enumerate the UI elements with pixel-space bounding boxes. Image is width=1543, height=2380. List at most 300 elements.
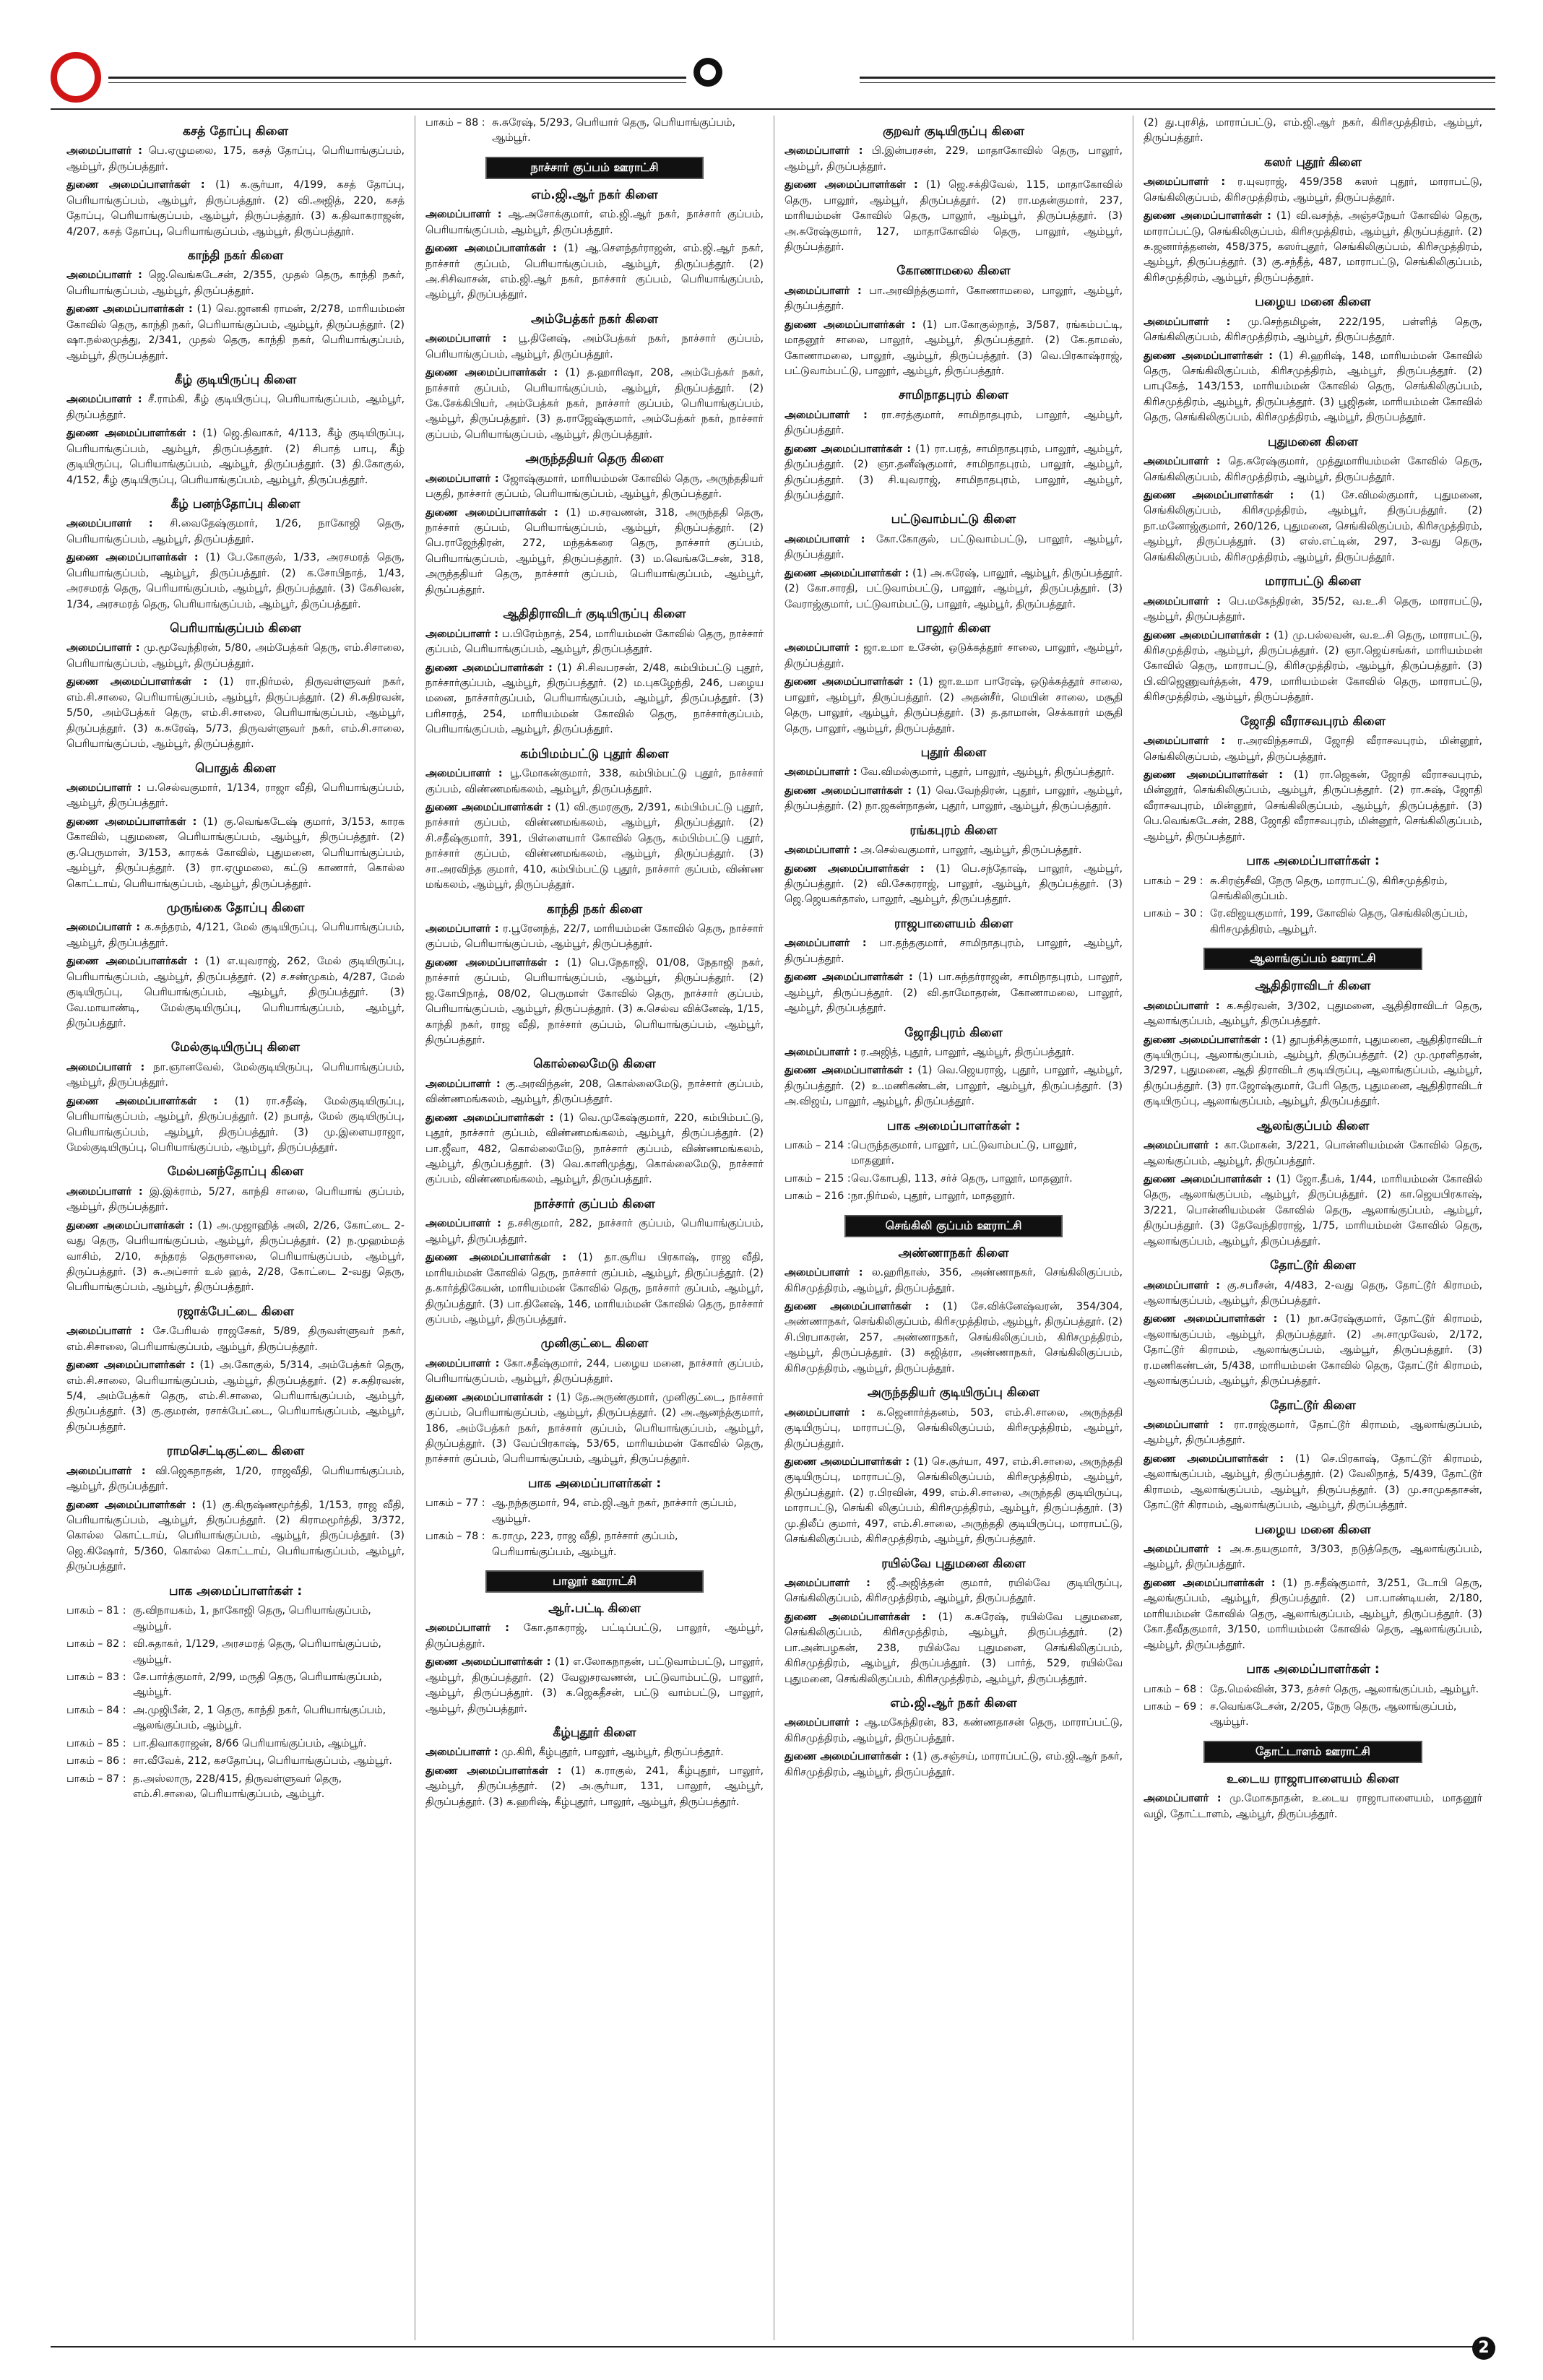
role-label: துணை அமைப்பாளர்கள் : <box>785 676 913 688</box>
entry-text: (1) மு.பல்லவன், வ.உ.சி தெரு, மாராபட்டு, கிரிசமுத்திரம், ஆம்பூர், திருப்பத்தூர். (2) ஞா.ஜெய்சங்கர், மாரியம்மன் கோவில் தெரு, மாராபட்டு, கிரிசமுத்திரம், ஆம்பூர், திருப்பத்தூர். (3) பி.விஜெணுவர்த்தன், 479, மாரியம்மன் கோவில் தெரு, மாராபட்டு, கிரிசமுத்திரம், ஆம்பூர், திருப்பத்தூர். <box>1144 629 1482 704</box>
entry-paragraph <box>1144 454 1482 485</box>
booth-organiser: த.அஸ்லாரு, 228/415, திருவள்ளுவர் தெரு, எம்.சி.சாலை, பெரியாங்குப்பம், ஆம்பூர். <box>133 1773 342 1800</box>
entry-paragraph <box>785 970 1123 1016</box>
entry-text: ஜா.உமா உசேன், ஒடுக்கத்தூர் சாலை, பாலூர், ஆம்பூர், திருப்பத்தூர். <box>785 642 1123 670</box>
section-heading: உடைய ராஜாபாளையம் கிளை <box>1227 1771 1399 1786</box>
entry-text: (1) கு.கிருஷ்ணமூர்த்தி, 1/153, ராஜ வீதி, பெரியாங்குப்பம், ஆம்பூர், திருப்பத்தூர். (2) கிராமமூர்த்தி, 3/372, கொல்ல கொட்டாய், பெரியாங்குப்பம், ஆம்பூர், திருப்பத்தூர். (3) ஜெ.கிஷோர், 5/360, கொல்ல கொட்டாய், பெரியாங்குப்பம், ஆம்பூர், திருப்பத்தூர். <box>66 1499 405 1573</box>
booth-entry <box>66 1754 405 1769</box>
booth-entry <box>66 1670 405 1701</box>
booth-entry <box>425 116 764 147</box>
entry-text: (1) வி.குமரகுரு, 2/391, கம்பிம்பட்டு புதூர், நாச்சார் குப்பம், விண்ணமங்கலம், ஆம்பூர், திருப்பத்தூர். (2) சி.சதீஷ்குமார், 391, பிள்ளையார் கோவில் தெரு, கம்பிம்பட்டு புதூர், நாச்சார் குப்பம், விண்ணமங்கலம், ஆம்பூர், திருப்பத்தூர். (3) சா.அரவிந்த குமார், 410, கம்பிம்பட்டு புதூர், நாச்சார் குப்பம், விண்ண மங்கலம், ஆம்பூர், திருப்பத்தூர். <box>425 801 764 891</box>
entry-paragraph <box>425 1216 764 1247</box>
role-label: அமைப்பாளர் : <box>1144 735 1225 748</box>
entry-paragraph <box>785 284 1123 315</box>
entry-paragraph <box>66 268 405 299</box>
role-label: துணை அமைப்பாளர்கள் : <box>785 1751 909 1763</box>
entry-paragraph <box>785 566 1123 613</box>
entry-paragraph <box>425 1621 764 1652</box>
entry-text: (1) எ.லோகநாதன், பட்டுவாம்பட்டு, பாலூர், ஆம்பூர், திருப்பத்தூர். (2) வேலுசரவணன், பட்டுவாம்பட்டு, பாலூர், ஆம்பூர், திருப்பத்தூர். (3) க.ஜெகதீசன், பட்டு வாம்பட்டு, பாலூர், ஆம்பூர், திருப்பத்தூர். <box>425 1656 764 1715</box>
section-heading: பட்டுவாம்பட்டு கிளை <box>891 512 1016 527</box>
entry-text: ர.யுவராஜ், 459/358 கஸர் புதூர், மாராபட்டு, செங்கிலிகுப்பம், கிரிசமுத்திரம், ஆம்பூர், திருப்பத்தூர். <box>1144 176 1483 204</box>
section-heading: ராஜபாளையம் கிளை <box>894 916 1013 931</box>
entry-text: மு.செந்தமிழன், 222/195, பள்ளித் தெரு, செங்கிலிகுப்பம், கிரிசமுத்திரம், ஆம்பூர், திருப்பத்தூர். <box>1144 316 1483 344</box>
entry-text: (1) ரா.ஜெகன், ஜோதி வீராசவபுரம், மின்னூர், செங்கிலிகுப்பம், ஆம்பூர், திருப்பத்தூர். (2) ரா.சுஷ், ஜோதி வீராசவபுரம், மின்னூர், செங்கிலிகுப்பம், ஆம்பூர், திருப்பத்தூர். (3) பெ.வெங்கடேசன், 288, ஜோதி வீராசவபுரம், மின்னூர், செங்கிலிகுப்பம், ஆம்பூர், திருப்பத்தூர். <box>1144 769 1483 843</box>
entry-text: (1) ஜா.உமா பாரேஷ், ஒடுக்கத்தூர் சாலை, பாலூர், ஆம்பூர், திருப்பத்தூர். (2) அதன்சீர், மெயின் சாலை, மசூதி தெரு, பாலூர், ஆம்பூர், திருப்பத்தூர். (3) த.தாமான், செக்காரர் மசூதி தெரு, பாலூர், ஆம்பூர், திருப்பத்தூர். <box>785 676 1123 735</box>
section-heading: கொல்லைமேடு கிளை <box>533 1057 656 1072</box>
section-heading: தோட்டூர் கிளை <box>1270 1398 1356 1413</box>
section-heading: கம்பிமம்பட்டு புதூர் கிளை <box>520 746 669 761</box>
entry-paragraph <box>425 506 764 599</box>
entry-text: நா.ஞானவேல், மேல்குடியிருப்பு, பெரியாங்குப்பம், ஆம்பூர், திருப்பத்தூர். <box>66 1061 405 1089</box>
section-heading: ரயில்வே புதுமனை கிளை <box>881 1556 1026 1571</box>
entry-paragraph <box>425 1745 764 1760</box>
role-label: அமைப்பாளர் : <box>1144 1279 1220 1291</box>
booth-entry <box>66 1637 405 1668</box>
red-circle-logo <box>51 52 101 103</box>
entry-paragraph <box>785 641 1123 672</box>
role-label: துணை அமைப்பாளர்கள் : <box>1144 629 1270 641</box>
booth-number: பாகம் – 29 : <box>1144 875 1203 887</box>
entry-paragraph <box>785 862 1123 908</box>
entry-paragraph <box>1144 1576 1482 1653</box>
entry-paragraph <box>785 675 1123 737</box>
role-label: அமைப்பாளர் : <box>785 766 857 779</box>
entry-paragraph <box>785 784 1123 815</box>
entry-paragraph <box>66 675 405 752</box>
entry-text: (1) ஜெ.சக்திவேல், 115, மாதாகோவில் தெரு, பாலூர், ஆம்பூர், திருப்பத்தூர். (2) ரா.மதன்குமார், 237, மாரியம்மன் கோவில் தெரு, பாலூர், ஆம்பூர், திருப்பத்தூர். (3) அ.சுரேஷ்குமார், 127, மாதாகோவில் தெரு, பாலூர், ஆம்பூர், திருப்பத்தூர். <box>785 179 1123 254</box>
entry-text: (1) க.ராகுல், 241, கீழ்புதூர், பாலூர், ஆம்பூர், திருப்பத்தூர். (2) அ.சூர்யா, 131, பாலூர், ஆம்பூர், திருப்பத்தூர். (3) க.ஹரிஷ், கீழ்புதூர், பாலூர், ஆம்பூர், திருப்பத்தூர். <box>425 1765 764 1808</box>
role-label: அமைப்பாளர் : <box>785 1046 857 1058</box>
role-label: அமைப்பாளர் : <box>425 1357 500 1369</box>
booth-organiser: அ.முஜிபீன், 2, 1 தெரு, காந்தி நகர், பெரியாங்குப்பம், ஆலங்குப்பம், ஆம்பூர். <box>133 1704 386 1732</box>
booth-number: பாகம் – 69 : <box>1144 1700 1203 1713</box>
entry-paragraph <box>1144 999 1482 1030</box>
role-label: அமைப்பாளர் : <box>785 533 865 545</box>
role-label: துணை அமைப்பாளர்கள் : <box>425 243 557 255</box>
role-label: அமைப்பாளர் : <box>785 409 868 421</box>
role-label: துணை அமைப்பாளர்கள் : <box>785 1455 910 1468</box>
entry-paragraph <box>785 532 1123 563</box>
role-label: அமைப்பாளர் : <box>66 269 142 282</box>
entry-text: (1) த.ஹாரிஷா, 208, அம்பேத்கர் நகர், நாச்சார் குப்பம், பெரியாங்குப்பம், ஆம்பூர், திருப்பத்தூர். (2) கே.சேக்கிபியர், அம்பேத்கர் நகர், நாச்சார் குப்பம், பெரியாங்குப்பம், ஆம்பூர், திருப்பத்தூர். (3) த.ராஜேஷ்குமார், அம்பேத்கர் நகர், நாச்சார் குப்பம், பெரியாங்குப்பம், ஆம்பூர், திருப்பத்தூர். <box>425 367 764 441</box>
booth-number: பாகம் – 87 : <box>66 1773 126 1785</box>
entry-paragraph <box>66 1358 405 1435</box>
role-label: அமைப்பாளர் : <box>66 642 140 654</box>
booth-organiser: பா.திவாகராஜன், 8/66 பெரியாங்குப்பம், ஆம்பூர். <box>133 1737 367 1749</box>
role-label: துணை அமைப்பாளர்கள் : <box>66 303 193 316</box>
header-rule-right-thin <box>860 82 1495 83</box>
section-heading: பெரியாங்குப்பம் கிளை <box>170 621 301 636</box>
role-label: துணை அமைப்பாளர்கள் : <box>66 1359 195 1372</box>
entry-paragraph <box>66 178 405 240</box>
entry-text: ர.பூரேனந்த், 22/7, மாரியம்மன் கோவில் தெரு, நாச்சார் குப்பம், பெரியாங்குப்பம், ஆம்பூர், திருப்பத்தூர். <box>425 922 764 951</box>
entry-paragraph <box>425 1250 764 1328</box>
booth-number: பாகம் – 216 : <box>785 1190 851 1203</box>
role-label: துணை அமைப்பாளர்கள் : <box>1144 350 1273 362</box>
header-rule-left <box>108 77 686 79</box>
section-heading: ரங்கபுரம் கிளை <box>909 823 998 838</box>
role-label: துணை அமைப்பாளர்கள் : <box>1144 1313 1278 1325</box>
entry-paragraph <box>425 241 764 303</box>
entry-text: (1) செ.பிரகாஷ், தோட்டூர் கிராமம், ஆலாங்குப்பம், ஆம்பூர், திருப்பத்தூர். (2) வேலிநாத், 5/439, தோட்டூர் கிராமம், ஆலாங்குப்பம், ஆம்பூர், திருப்பத்தூர். (3) மு.சாமுகதாசன், தோட்டூர் கிராமம், ஆலாங்குப்பம், ஆம்பூர், திருப்பத்தூர். <box>1144 1453 1482 1512</box>
role-label: அமைப்பாளர் : <box>785 1577 870 1589</box>
section-heading: அருந்ததியர் குடியிருப்பு கிளை <box>867 1385 1040 1401</box>
panchayat-heading: ஆலாங்குப்பம் ஊராட்சி <box>1203 948 1422 970</box>
entry-paragraph <box>425 332 764 363</box>
entry-paragraph <box>66 426 405 488</box>
entry-paragraph <box>425 1356 764 1388</box>
section-heading: தோட்டூர் கிளை <box>1270 1258 1356 1273</box>
role-label: துணை அமைப்பாளர்கள் : <box>1144 1577 1276 1589</box>
entry-text: ர.அஜித், புதூர், பாலூர், ஆம்பூர், திருப்பத்தூர். <box>860 1046 1075 1058</box>
entry-paragraph <box>66 550 405 613</box>
entry-text: (1) அ.கோகுல், 5/314, அம்பேத்கர் தெரு, எம்.சி.சாலை, பெரியாங்குப்பம், ஆம்பூர், திருப்பத்தூர். (2) ச.சுதிரவன், 5/4, அம்பேத்கர் தெரு, எம்.சி.சாலை, பெரியாங்குப்பம், ஆம்பூர், திருப்பத்தூர். (3) கு.குமரன், ரசாக்பேட்டை, பெரியாங்குப்பம், ஆம்பூர், திருப்பத்தூர். <box>66 1359 405 1433</box>
booth-organiser: ச.வெங்கடேசன், 2/205, நேரு தெரு, ஆலாங்குப்பம், ஆம்பூர். <box>1210 1700 1457 1728</box>
role-label: அமைப்பாளர் : <box>66 1185 143 1198</box>
booth-number: பாகம் – 68 : <box>1144 1683 1203 1695</box>
panchayat-heading: நாச்சார் குப்பம் ஊராட்சி <box>485 157 704 179</box>
entry-paragraph <box>785 408 1123 439</box>
column-4 <box>1133 116 1492 2340</box>
role-label: அமைப்பாளர் : <box>425 768 503 780</box>
entry-text: (1) கு.வெங்கடேஷ் குமார், 3/153, காரக கோவில், புதுமனை, பெரியாங்குப்பம், ஆம்பூர், திருப்பத்தூர். (2) கு.பெருமாள், 3/153, காரகக் கோவில், புதுமனை, பெரியாங்குப்பம், ஆம்பூர், திருப்பத்தூர். (3) ரா.ஏழுமலை, கட்டு காணார், கொல்ல கொட்டாய், பெரியாங்குப்பம், ஆம்பூர், திருப்பத்தூர். <box>66 815 405 890</box>
role-label: துணை அமைப்பாளர்கள் : <box>785 319 916 331</box>
booth-number: பாகம் – 81 : <box>66 1605 126 1617</box>
section-heading: ராமசெட்டிகுட்டை கிளை <box>166 1444 305 1459</box>
entry-text: (1) ஜெ.திவாகர், 4/113, கீழ் குடியிருப்பு, பெரியாங்குப்பம், ஆம்பூர், திருப்பத்தூர். (2) சிபாத் பாபு, கீழ் குடியிருப்பு, பெரியாங்குப்பம், ஆம்பூர், திருப்பத்தூர். (3) தி.கோகுல், 4/152, கீழ் குடியிருப்பு, பெரியாங்குப்பம், ஆம்பூர், திருப்பத்தூர். <box>66 428 405 486</box>
entry-text: கோ.சதீஷ்குமார், 244, பழைய மனை, நாச்சார் குப்பம், பெரியாங்குப்பம், ஆம்பூர், திருப்பத்தூர். <box>425 1357 764 1385</box>
role-label: துணை அமைப்பாளர்கள் : <box>1144 769 1283 781</box>
entry-paragraph <box>425 922 764 953</box>
role-label: அமைப்பாளர் : <box>1144 1000 1220 1012</box>
role-label: அமைப்பாளர் : <box>425 333 507 345</box>
entry-text: ர.அரவிந்தசாமி, ஜோதி வீராசவபுரம், மின்னூர், செங்கிலிகுப்பம், ஆம்பூர், திருப்பத்தூர். <box>1144 735 1483 763</box>
section-heading: கீழ்புதூர் கிளை <box>553 1725 636 1740</box>
entry-text: (1) கு.சஞ்சய், மாராப்பட்டு, எம்.ஜி.ஆர் நகர், கிரிசமுத்திரம், ஆம்பூர், திருப்பத்தூர். <box>785 1751 1123 1778</box>
entry-paragraph <box>1144 594 1482 626</box>
section-heading: பாக அமைப்பாளர்கள் : <box>527 1476 662 1491</box>
role-label: துணை அமைப்பாளர்கள் : <box>425 956 559 969</box>
role-label: துணை அமைப்பாளர்கள் : <box>66 1095 218 1107</box>
entry-paragraph <box>785 765 1123 780</box>
entry-text: (1) சி.ஹரிஷ், 148, மாரியம்மன் கோவில் தெரு, செங்கிலிகுப்பம், கிரிசமுத்திரம், ஆம்பூர், திருப்பத்தூர். (2) பாபுகேத், 143/153, மாரியம்மன் கோவில் தெரு, செங்கிலிகுப்பம், கிரிசமுத்திரம், ஆம்பூர், திருப்பத்தூர். (3) பூஜிதன், மாரியம்மன் கோவில் தெரு, செங்கிலிகுப்பம், கிரிசமுத்திரம், ஆம்பூர், திருப்பத்தூர். <box>1144 350 1482 424</box>
entry-text: தெ.சுரேஷ்குமார், முத்துமாரியம்மன் கோவில் தெரு, செங்கிலிகுப்பம், கிரிசமுத்திரம், ஆம்பூர், திருப்பத்தூர். <box>1144 456 1482 483</box>
section-heading: அண்ணாநகர் கிளை <box>898 1245 1009 1260</box>
entry-text: மு.மூவேந்திரன், 5/80, அம்பேத்கர் தெரு, எம்.சிசாலை, பெரியாங்குப்பம், ஆம்பூர், திருப்பத்தூர். <box>66 642 405 670</box>
section-heading: கசத் தோப்பு கிளை <box>183 124 288 139</box>
entry-paragraph <box>1144 488 1482 566</box>
entry-text: (1) வெ.ஜானகி ராமன், 2/278, மாரியம்மன் கோவில் தெரு, காந்தி நகர், பெரியாங்குப்பம், ஆம்பூர், திருப்பத்தூர். (2) ஷா.நல்லமுத்து, 2/341, முதல் தெரு, காந்தி நகர், பெரியாங்குப்பம், ஆம்பூர், திருப்பத்தூர். <box>66 303 405 362</box>
role-label: துணை அமைப்பாளர்கள் : <box>66 428 196 440</box>
entry-text: (1) பா.சுந்தர்ராஜன், சாமிநாதபுரம், பாலூர், ஆம்பூர், திருப்பத்தூர். (2) வி.தாமோதரன், கோணாமலை, பாலூர், ஆம்பூர், திருப்பத்தூர். <box>785 972 1123 1015</box>
role-label: துணை அமைப்பாளர்கள் : <box>785 1611 926 1623</box>
entry-paragraph <box>1144 1138 1482 1169</box>
entry-text: (1) தூபந்சித்குமார், புதுமனை, ஆதிதிராவிடர் குடியிருப்பு, ஆலாங்குப்பம், ஆம்பூர், திருப்பத்தூர். (2) மு.முரளிதரன், 3/297, புதுமனை, ஆதி திராவிடர் குடியிருப்பு, ஆலாங்குப்பம், ஆம்பூர், திருப்பத்தூர். (3) ரா.ஜோஷ்குமார், பேரி தெரு, புதுமனை, ஆதிதிராவிடர் குடியிருப்பு, ஆலாங்குப்பம், ஆம்பூர், திருப்பத்தூர். <box>1144 1034 1482 1108</box>
entry-paragraph <box>785 843 1123 858</box>
booth-entry <box>785 1172 1123 1187</box>
entry-text: ஆ.அசோக்குமார், எம்.ஜி.ஆர் நகர், நாச்சார் குப்பம், பெரியாங்குப்பம், ஆம்பூர், திருப்பத்தூர். <box>425 209 764 236</box>
booth-number: பாகம் – 88 : <box>425 117 485 129</box>
entry-text: ப.செல்வகுமார், 1/134, ராஜா வீதி, பெரியாங்குப்பம், ஆம்பூர், திருப்பத்தூர். <box>66 782 405 810</box>
booth-number: பாகம் – 215 : <box>785 1172 851 1185</box>
entry-text: (1) ரா.சதீஷ், மேல்குடியிருப்பு, பெரியாங்குப்பம், ஆம்பூர், திருப்பத்தூர். (2) நபாத், மேல் குடியிருப்பு, பெரியாங்குப்பம், ஆம்பூர், திருப்பத்தூர். (3) மு.இளையராஜா, மேல்குடியிருப்பு, பெரியாங்குப்பம், ஆம்பூர், திருப்பத்தூர். <box>66 1095 405 1154</box>
entry-paragraph <box>66 1464 405 1495</box>
booth-organiser: க.ராமு, 223, ராஜ வீதி, நாச்சார் குப்பம், பெரியாங்குப்பம், ஆம்பூர். <box>492 1531 678 1558</box>
section-heading: பழைய மனை கிளை <box>1255 1522 1371 1537</box>
entry-text: கு.அரவிந்தன், 208, கொல்லைமேடு, நாச்சார் குப்பம், விண்ணமங்கலம், ஆம்பூர், திருப்பத்தூர். <box>425 1078 764 1106</box>
entry-text: பெ.மகேந்திரன், 35/52, வ.உ.சி தெரு, மாராபட்டு, ஆம்பூர், திருப்பத்தூர். <box>1144 595 1483 623</box>
entry-paragraph <box>66 641 405 672</box>
section-heading: ஆதிதிராவிடர் கிளை <box>1255 979 1371 994</box>
entry-paragraph <box>785 1265 1123 1297</box>
entry-paragraph <box>785 318 1123 380</box>
role-label: அமைப்பாளர் : <box>785 1717 860 1729</box>
role-label: துணை அமைப்பாளர்கள் : <box>1144 1174 1271 1185</box>
entry-paragraph <box>1144 175 1482 206</box>
entry-text: (1) வி.வசந்த், அஞ்சநேயர் கோவில் தெரு, மாராப்பட்டு, செங்கிலிகுப்பம், கிரிசமுத்திரம், ஆம்பூர், திருப்பத்தூர். (2) சு.ஜனார்த்தனன், 458/375, கஸர்புதூர், செங்கிலிகுப்பம், கிரிசமுத்திரம், ஆம்பூர், திருப்பத்தூர். (3) கு.சந்தீத், 487, மாராபட்டு, செங்கிலிகுப்பம், கிரிசமுத்திரம், ஆம்பூர், திருப்பத்தூர். <box>1144 210 1483 284</box>
entry-text: கு.சபரீசன், 4/483, 2-வது தெரு, தோட்டூர் கிராமம், ஆலாங்குப்பம், ஆம்பூர், திருப்பத்தூர். <box>1144 1279 1483 1307</box>
booth-number: பாகம் – 82 : <box>66 1638 126 1650</box>
section-heading: கீழ் பனந்தோப்பு கிளை <box>170 497 301 512</box>
entry-paragraph <box>785 1610 1123 1687</box>
entry-paragraph <box>425 1655 764 1717</box>
booth-organiser: சு.சுரேஷ், 5/293, பெரியார் தெரு, பெரியாங்குப்பம், ஆம்பூர். <box>492 117 735 144</box>
booth-number: பாகம் – 78 : <box>425 1531 485 1543</box>
entry-paragraph <box>785 178 1123 255</box>
entry-paragraph <box>785 1715 1123 1747</box>
booth-organiser: வெ.கோபதி, 113, சர்ச் தெரு, பாலூர், மாதனூர். <box>851 1172 1073 1185</box>
entry-paragraph <box>1144 315 1482 346</box>
entry-text: க.சுதிரவன், 3/302, புதுமனை, ஆதிதிராவிடர் தெரு, ஆலாங்குப்பம், ஆம்பூர், திருப்பத்தூர். <box>1144 1000 1483 1028</box>
entry-paragraph <box>66 302 405 364</box>
entry-paragraph <box>1144 1418 1482 1449</box>
entry-paragraph <box>785 1299 1123 1377</box>
entry-text: கா.மோகன், 3/221, பொன்னியம்மன் கோவில் தெரு, ஆலங்குப்பம், ஆம்பூர், திருப்பத்தூர். <box>1144 1140 1482 1167</box>
entry-paragraph <box>425 800 764 893</box>
section-heading: பாக அமைப்பாளர்கள் : <box>886 1118 1021 1133</box>
column-2 <box>415 116 774 2340</box>
section-heading: மாராபட்டு கிளை <box>1265 574 1361 589</box>
section-heading: ஜோதிபுரம் கிளை <box>904 1025 1003 1040</box>
section-heading: எம்.ஜி.ஆர் நகர் கிளை <box>890 1696 1017 1711</box>
section-heading: நாச்சார் குப்பம் கிளை <box>534 1196 655 1211</box>
entry-paragraph <box>425 956 764 1049</box>
section-heading: குறவர் குடியிருப்பு கிளை <box>883 124 1024 139</box>
section-heading: மேல்பனந்தோப்பு கிளை <box>167 1164 304 1180</box>
entry-text: (1) சே.விமல்குமார், புதுமனை, செங்கிலிகுப்பம், கிரிசமுத்திரம், ஆம்பூர், திருப்பத்தூர். (2) நா.மனோஜ்குமார், 260/126, புதுமனை, செங்கிலிகுப்பம், கிரிசமுத்திரம், ஆம்பூர், திருப்பத்தூர். (3) எஸ்.எட்டின், 297, 3-வது தெரு, செங்கிலிகுப்பம், கிரிசமுத்திரம், ஆம்பூர், திருப்பத்தூர். <box>1144 490 1482 563</box>
role-label: துணை அமைப்பாளர்கள் : <box>785 179 918 191</box>
entry-text: ஜோஷ்குமார், மாரியம்மன் கோவில் தெரு, அருந்ததியர் பகுதி, நாச்சார் குப்பம், பெரியாங்குப்பம், ஆம்பூர், திருப்பத்தூர். <box>425 472 764 501</box>
role-label: துணை அமைப்பாளர்கள் : <box>425 1252 567 1264</box>
section-heading: காந்தி நகர் கிளை <box>187 248 284 264</box>
role-label: துணை அமைப்பாளர்கள் : <box>66 1219 194 1232</box>
entry-text: (1) பெ.நேதாஜி, 01/08, நேதாஜி நகர், நாச்சார் குப்பம், பெரியாங்குப்பம், ஆம்பூர், திருப்பத்தூர். (2) ஜ.கோபிநாத், 08/02, பெருமாள் கோவில் தெரு, நாச்சார் குப்பம், பெரியாங்குப்பம், ஆம்பூர், திருப்பத்தூர். (3) சு.செல்வ விக்னேஷ், 1/15, காந்தி நகர், ராஜ வீதி, நாச்சார் குப்பம், பெரியாங்குப்பம், ஆம்பூர், திருப்பத்தூர். <box>425 956 764 1047</box>
entry-paragraph <box>1144 1312 1482 1389</box>
entry-paragraph <box>66 920 405 951</box>
role-label: துணை அமைப்பாளர்கள் : <box>785 567 909 579</box>
role-label: அமைப்பாளர் : <box>425 472 499 485</box>
entry-text: கோ.தாகராஜ், பட்டிப்பட்டு, பாலூர், ஆம்பூர், திருப்பத்தூர். <box>425 1622 764 1650</box>
role-label: அமைப்பாளர் : <box>1144 1419 1224 1432</box>
entry-paragraph <box>785 1406 1123 1452</box>
section-heading: மேல்குடியிருப்பு கிளை <box>170 1040 301 1055</box>
booth-entry <box>785 1189 1123 1204</box>
entry-paragraph <box>425 1077 764 1108</box>
entry-paragraph <box>1144 1033 1482 1110</box>
column-3 <box>774 116 1133 2340</box>
header-rule-right <box>860 77 1495 79</box>
entry-paragraph <box>66 1324 405 1355</box>
booth-number: பாகம் – 83 : <box>66 1671 126 1683</box>
section-heading: முருங்கை தோப்பு கிளை <box>166 900 305 915</box>
header-rule-left-thin <box>108 82 686 83</box>
entry-paragraph <box>66 1060 405 1091</box>
role-label: துணை அமைப்பாளர்கள் : <box>425 662 553 674</box>
role-label: அமைப்பாளர் : <box>785 285 862 297</box>
role-label: அமைப்பாளர் : <box>1144 176 1226 189</box>
entry-text: க.சுந்தரம், 4/121, மேல் குடியிருப்பு, பெரியாங்குப்பம், ஆம்பூர், திருப்பத்தூர். <box>66 922 405 949</box>
section-heading: காந்தி நகர் கிளை <box>546 901 643 917</box>
role-label: துணை அமைப்பாளர்கள் : <box>785 443 912 455</box>
section-heading: ஜோதி வீராசவபுரம் கிளை <box>1240 714 1386 729</box>
entry-text: சி.வைதேஷ்குமார், 1/26, நாகோஜி தெரு, பெரியாங்குப்பம், ஆம்பூர், திருப்பத்தூர். <box>66 518 405 545</box>
role-label: அமைப்பாளர் : <box>1144 1140 1219 1152</box>
role-label: அமைப்பாளர் : <box>785 1406 865 1419</box>
entry-paragraph <box>1144 1452 1482 1514</box>
entry-paragraph <box>785 144 1123 175</box>
entry-text: (1) ஜோ.தீபக், 1/44, மாரியம்மன் கோவில் தெரு, ஆலாங்குப்பம், ஆம்பூர், திருப்பத்தூர். (2) கா.ஜெயபிரகாஷ், 3/221, பொன்னியம்மன் கோவில் தெரு, ஆலாங்குப்பம், ஆம்பூர், திருப்பத்தூர். (3) தேவேந்திரராஜ், 1/75, மாரியம்மன் கோவில் தெரு, ஆலாங்குப்பம், ஆம்பூர், திருப்பத்தூர். <box>1144 1174 1482 1247</box>
role-label: அமைப்பாளர் : <box>1144 595 1222 607</box>
entry-text: (1) ந.சதீஷ்குமார், 3/251, டோபி தெரு, ஆலங்குப்பம், ஆம்பூர், திருப்பத்தூர். (2) பா.பாண்டியன், 2/180, மாரியம்மன் கோவில் தெரு, ஆலாங்குப்பம், ஆம்பூர், திருப்பத்தூர். (3) கோ.தீவீதகுமார், 3/150, மாரியம்மன் கோவில் தெரு, ஆலாங்குப்பம், ஆம்பூர், திருப்பத்தூர். <box>1144 1577 1482 1651</box>
role-label: துணை அமைப்பாளர்கள் : <box>425 1391 552 1403</box>
entry-paragraph <box>425 1390 764 1468</box>
booth-number: பாகம் – 84 : <box>66 1704 126 1716</box>
entry-paragraph <box>1144 734 1482 765</box>
section-heading: புதுமனை கிளை <box>1268 434 1358 449</box>
entry-text: ல.ஹரிதாஸ், 356, அண்ணாநகர், செங்கிலிகுப்பம், கிரிசமுத்திரம், ஆம்பூர், திருப்பத்தூர். <box>785 1267 1123 1294</box>
entry-paragraph <box>785 1045 1123 1060</box>
entry-text: ரா.ராஜ்குமார், தோட்டூர் கிராமம், ஆலாங்குப்பம், ஆம்பூர், திருப்பத்தூர். <box>1144 1419 1483 1447</box>
entry-text: ஆ.மகேந்திரன், 83, கண்ணதாசன் தெரு, மாராப்பட்டு, கிரிசமுத்திரம், ஆம்பூர், திருப்பத்தூர். <box>785 1717 1123 1744</box>
section-heading: பொதுக் கிளை <box>195 761 276 776</box>
entry-paragraph <box>425 661 764 738</box>
entry-paragraph <box>66 815 405 892</box>
role-label: அமைப்பாளர் : <box>785 145 863 157</box>
role-label: அமைப்பாளர் : <box>785 1267 863 1279</box>
entry-paragraph <box>785 936 1123 967</box>
entry-text: ப.பிரேம்நாத், 254, மாரியம்மன் கோவில் தெரு, நாச்சார் குப்பம், பெரியாங்குப்பம், ஆம்பூர், திருப்பத்தூர். <box>425 628 764 656</box>
section-heading: அம்பேத்கர் நகர் கிளை <box>531 311 658 326</box>
booth-entry <box>66 1736 405 1752</box>
role-label: துணை அமைப்பாளர்கள் : <box>425 1112 554 1124</box>
entry-paragraph <box>1144 1542 1482 1573</box>
section-heading: அருந்ததியர் தெரு கிளை <box>525 451 664 467</box>
party-emblem-icon <box>693 58 722 87</box>
booth-entry <box>425 1496 764 1527</box>
entry-paragraph <box>425 472 764 503</box>
role-label: துணை அமைப்பாளர்கள் : <box>1144 1034 1268 1046</box>
entry-text: ரா.சரத்குமார், சாமிநாதபுரம், பாலூர், ஆம்பூர், திருப்பத்தூர். <box>785 409 1123 437</box>
entry-text: (1) க.சூர்யா, 4/199, கசத் தோப்பு, பெரியாங்குப்பம், ஆம்பூர், திருப்பத்தூர். (2) வி.அஜித், 220, கசத் தோப்பு, பெரியாங்குப்பம், ஆம்பூர், திருப்பத்தூர். (3) க.திவாகராஜன், 4/207, கசத் தோப்பு, பெரியாங்குப்பம், ஆம்பூர், திருப்பத்தூர். <box>66 179 405 238</box>
role-label: துணை அமைப்பாளர்கள் : <box>1144 490 1295 502</box>
columns-container <box>56 116 1494 2340</box>
entry-text: ஜீ.அஜித்தன் குமார், ரயில்வே குடியிருப்பு, செங்கிலிகுப்பம், கிரிசமுத்திரம், ஆம்பூர், திருப்பத்தூர். <box>785 1577 1123 1605</box>
section-heading: ஆர்.பட்டி கிளை <box>548 1601 641 1616</box>
role-label: துணை அமைப்பாளர்கள் : <box>785 972 913 984</box>
entry-text: (1) ம.சரவணன், 318, அருந்ததி தெரு, நாச்சார் குப்பம், பெரியாங்குப்பம், ஆம்பூர், திருப்பத்தூர். (2) பெ.ராஜேந்திரன், 272, மந்தக்கரை தெரு, நாச்சார் குப்பம், பெரியாங்குப்பம், ஆம்பூர், திருப்பத்தூர். (3) ம.வெங்கடேசன், 318, அருந்ததியர் தெரு, நாச்சார் குப்பம், பெரியாங்குப்பம், ஆம்பூர், திருப்பத்தூர். <box>425 506 764 596</box>
role-label: துணை அமைப்பாளர்கள் : <box>785 1301 930 1313</box>
entry-paragraph <box>1144 116 1482 147</box>
page-number: 2 <box>1472 2337 1495 2360</box>
role-label: துணை அமைப்பாளர்கள் : <box>66 815 197 828</box>
role-label: துணை அமைப்பாளர்கள் : <box>1144 1453 1284 1465</box>
section-heading: ரஜாக்பேட்டை கிளை <box>177 1304 294 1319</box>
role-label: அமைப்பாளர் : <box>1144 316 1231 328</box>
column-1 <box>56 116 415 2340</box>
section-heading: கோணாமலை கிளை <box>896 264 1011 279</box>
entry-text: (1) ரா.நிர்மல், திருவள்ளுவர் நகர், எம்.சி.சாலை, பெரியாங்குப்பம், ஆம்பூர், திருப்பத்தூர். (2) சி.சுதிரவன், 5/50, அம்பேத்கர் தெரு, எம்.சி.சாலை, பெரியாங்குப்பம், ஆம்பூர், திருப்பத்தூர். (3) க.சுரேஷ், 5/73, திருவள்ளுவர் நகர், எம்.சி.சாலை, பெரியாங்குப்பம், ஆம்பூர், திருப்பத்தூர். <box>66 676 405 750</box>
entry-paragraph <box>66 1185 405 1216</box>
entry-paragraph <box>66 1094 405 1156</box>
entry-text: சே.பேரியல் ராஜசேகர், 5/89, திருவள்ளுவர் நகர், எம்.சிசாலை, பெரியாங்குப்பம், ஆம்பூர், திருப்பத்தூர். <box>66 1325 405 1353</box>
entry-text: பா.தந்தகுமார், சாமிநாதபுரம், பாலூர், ஆம்பூர், திருப்பத்தூர். <box>785 938 1123 965</box>
entry-paragraph <box>1144 768 1482 845</box>
section-heading: புதூர் கிளை <box>920 745 987 761</box>
entry-text: கோ.கோகுல், பட்டுவாம்பட்டு, பாலூர், ஆம்பூர், திருப்பத்தூர். <box>785 533 1123 561</box>
section-heading: பழைய மனை கிளை <box>1255 295 1371 310</box>
role-label: துணை அமைப்பாளர்கள் : <box>66 552 199 564</box>
entry-paragraph <box>1144 1172 1482 1250</box>
role-label: துணை அமைப்பாளர்கள் : <box>66 676 208 688</box>
booth-number: பாகம் – 30 : <box>1144 908 1203 920</box>
entry-text: பி.இன்பரசன், 229, மாதாகோவில் தெரு, பாலூர், ஆம்பூர், திருப்பத்தூர். <box>785 145 1123 173</box>
entry-text: அ.சு.தயகுமார், 3/303, நடுத்தெரு, ஆலாங்குப்பம், ஆம்பூர், திருப்பத்தூர். <box>1144 1544 1482 1571</box>
entry-paragraph <box>425 766 764 797</box>
entry-paragraph <box>785 1063 1123 1109</box>
booth-entry <box>785 1138 1123 1169</box>
entry-paragraph <box>425 1764 764 1810</box>
role-label: துணை அமைப்பாளர்கள் : <box>785 784 912 797</box>
entry-text: (1) ரா.பரத், சாமிநாதபுரம், பாலூர், ஆம்பூர், திருப்பத்தூர். (2) ஞா.தனீஷ்குமார், சாமிநாதபுரம், பாலூர், ஆம்பூர், திருப்பத்தூர். (3) சி.யுவராஜ், சாமிநாதபுரம், பாலூர், ஆம்பூர், திருப்பத்தூர். <box>785 443 1123 502</box>
entry-text: (1) பெ.சந்தோஷ், பாலூர், ஆம்பூர், திருப்பத்தூர். (2) வி.சேகரராஜ், பாலூர், ஆம்பூர், திருப்பத்தூர். (3) ஜெ.ஜெயகர்தாஸ், பாலூர், ஆம்பூர், திருப்பத்தூர். <box>785 862 1123 906</box>
role-label: அமைப்பாளர் : <box>66 394 142 406</box>
booth-number: பாகம் – 85 : <box>66 1737 126 1749</box>
entry-text: பா.அரவிந்த்குமார், கோணாமலை, பாலூர், ஆம்பூர், திருப்பத்தூர். <box>785 285 1123 313</box>
role-label: துணை அமைப்பாளர்கள் : <box>785 862 925 875</box>
role-label: அமைப்பாளர் : <box>1144 1793 1222 1805</box>
section-heading: பாக அமைப்பாளர்கள் : <box>1246 854 1380 869</box>
section-heading: பாக அமைப்பாளர்கள் : <box>1246 1662 1380 1677</box>
entry-paragraph <box>785 1749 1123 1780</box>
entry-text: (1) எ.யுவராஜ், 262, மேல் குடியிருப்பு, பெரியாங்குப்பம், ஆம்பூர், திருப்பத்தூர். (2) ச.சண்முகம், 4/287, மேல் குடியிருப்பு, பெரியாங்குப்பம், ஆம்பூர், திருப்பத்தூர். (3) வே.மாயாண்டி, மேல்குடியிருப்பு, பெரியாங்குப்பம், ஆம்பூர், திருப்பத்தூர். <box>66 956 405 1029</box>
entry-text: (1) செ.சூர்யா, 497, எம்.சி.சாலை, அருந்ததி குடியிருப்பு, மாராபட்டு, செங்கிலிகுப்பம், கிரிசமுத்திரம், ஆம்பூர், திருப்பத்தூர். (2) ர.பிரவின், 499, எம்.சி.சாலை, அருந்ததி குடியிருப்பு, மாராபட்டு, செங்கி லிகுப்பம், கிரிசமுத்திரம், ஆம்பூர், திருப்பத்தூர். (3) மு.திலீப் குமார், 497, எம்.சி.சாலை, அருந்ததி குடியிருப்பு, மாராபட்டு, செங்கிலிகுப்பம், கிரிசமுத்திரம், ஆம்பூர், திருப்பத்தூர். <box>785 1455 1123 1546</box>
booth-entry <box>1144 906 1482 938</box>
role-label: அமைப்பாளர் : <box>1144 456 1221 468</box>
entry-text: அ.செல்வகுமார், பாலூர், ஆம்பூர், திருப்பத்தூர். <box>860 844 1082 857</box>
role-label: அமைப்பாளர் : <box>66 1465 146 1477</box>
entry-text: (1) பா.கோகுல்நாத், 3/587, ரங்கம்பட்டி, மாதனூர் சாலை, பாலூர், ஆம்பூர், திருப்பத்தூர். (2) கே.தாமஸ், கோணாமலை, பாலூர், ஆம்பூர், திருப்பத்தூர். (3) வெ.பிரகாஷ்ராஜ், பட்டுவாம்பட்டு, பாலூர், ஆம்பூர், திருப்பத்தூர். <box>785 319 1123 378</box>
entry-text: வே.விமல்குமார், புதூர், பாலூர், ஆம்பூர், திருப்பத்தூர். <box>860 766 1115 779</box>
booth-number: பாகம் – 86 : <box>66 1755 126 1767</box>
entry-text: (1) தே.அருண்குமார், முனிகுட்டை, நாச்சார் குப்பம், பெரியாங்குப்பம், ஆம்பூர், திருப்பத்தூர். (2) அ.ஆனந்த்குமார், 186, அம்பேத்கர் நகர், நாச்சார் குப்பம், பெரியாங்குப்பம், ஆம்பூர், திருப்பத்தூர். (3) வேப்பிரகாஷ், 53/65, மாரியம்மன் கோவில் தெரு, நாச்சார் குப்பம், பெரியாங்குப்பம், ஆம்பூர், திருப்பத்தூர். <box>425 1391 764 1466</box>
panchayat-heading: தோட்டாளம் ஊராட்சி <box>1203 1741 1422 1763</box>
section-heading: பாலூர் கிளை <box>916 621 991 636</box>
panchayat-heading: செங்கிலி குப்பம் ஊராட்சி <box>844 1215 1063 1237</box>
booth-organiser: சா.வீவேக், 212, கசதோப்பு, பெரியாங்குப்பம், ஆம்பூர். <box>133 1755 392 1767</box>
role-label: துணை அமைப்பாளர்கள் : <box>66 179 205 191</box>
role-label: துணை அமைப்பாளர்கள் : <box>425 367 558 379</box>
entry-paragraph <box>1144 1791 1482 1822</box>
